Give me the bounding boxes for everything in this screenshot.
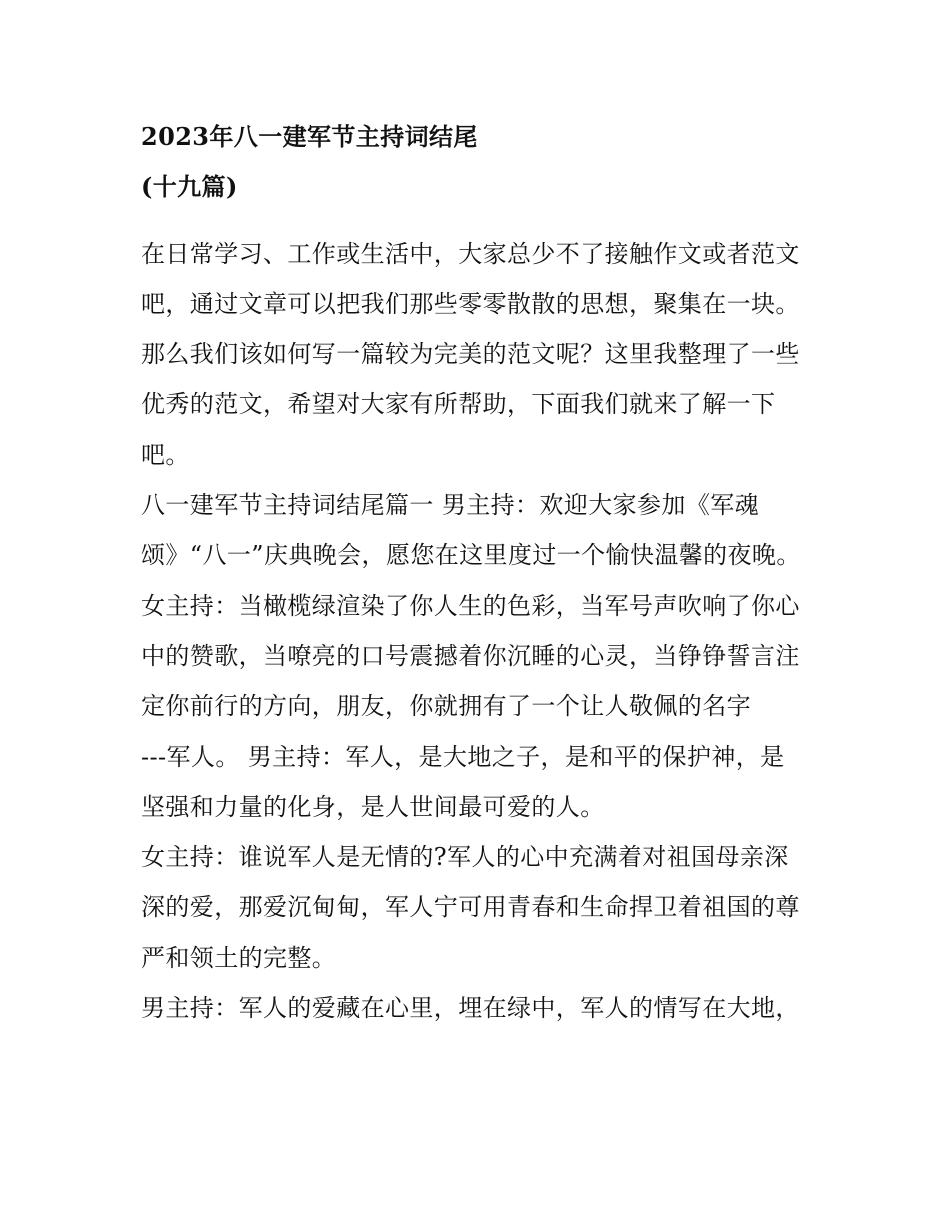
- text-line: 八一建军节主持词结尾篇一 男主持：欢迎大家参加《军魂: [141, 491, 760, 520]
- document-content: [141, 112, 821, 1033]
- text-line: 女主持：当橄榄绿渲染了你人生的色彩，当军号声吹响了你心: [141, 591, 800, 620]
- text-line: 男主持：军人的爱藏在心里，埋在绿中，军人的情写在大地，: [141, 994, 800, 1023]
- text-line: 坚强和力量的化身，是人世间最可爱的人。: [141, 792, 605, 821]
- text-line: 女主持：谁说军人是无情的?军人的心中充满着对祖国母亲深: [141, 843, 789, 872]
- paragraph-opening: [141, 480, 821, 832]
- document-title: [141, 112, 821, 213]
- title-line: 2023年八一建军节主持词结尾: [141, 122, 478, 151]
- text-line: 吧。: [141, 440, 190, 469]
- document-body: [141, 229, 821, 1034]
- text-line: 在日常学习、工作或生活中，大家总少不了接触作文或者范文: [141, 239, 800, 268]
- text-line: 颂》“八一”庆典晚会，愿您在这里度过一个愉快温馨的夜晚。: [141, 541, 801, 570]
- text-line: 深的爱，那爱沉甸甸，军人宁可用青春和生命捍卫着祖国的尊: [141, 893, 800, 922]
- text-line: 中的赞歌，当嘹亮的口号震撼着你沉睡的心灵，当铮铮誓言注: [141, 641, 800, 670]
- text-line: 吧，通过文章可以把我们那些零零散散的思想，聚集在一块。: [141, 289, 800, 318]
- text-line: 定你前行的方向，朋友，你就拥有了一个让人敬佩的名字: [141, 692, 751, 721]
- title-line: (十九篇): [141, 172, 238, 202]
- text-line: ---军人。 男主持：军人，是大地之子，是和平的保护神，是: [141, 742, 785, 771]
- paragraph-female-host: [141, 832, 821, 983]
- text-line: 那么我们该如何写一篇较为完美的范文呢？这里我整理了一些: [141, 340, 800, 369]
- text-line: 优秀的范文，希望对大家有所帮助，下面我们就来了解一下: [141, 390, 776, 419]
- paragraph-male-host: [141, 983, 821, 1033]
- text-line: 严和领土的完整。: [141, 943, 337, 972]
- paragraph-intro: [141, 229, 821, 480]
